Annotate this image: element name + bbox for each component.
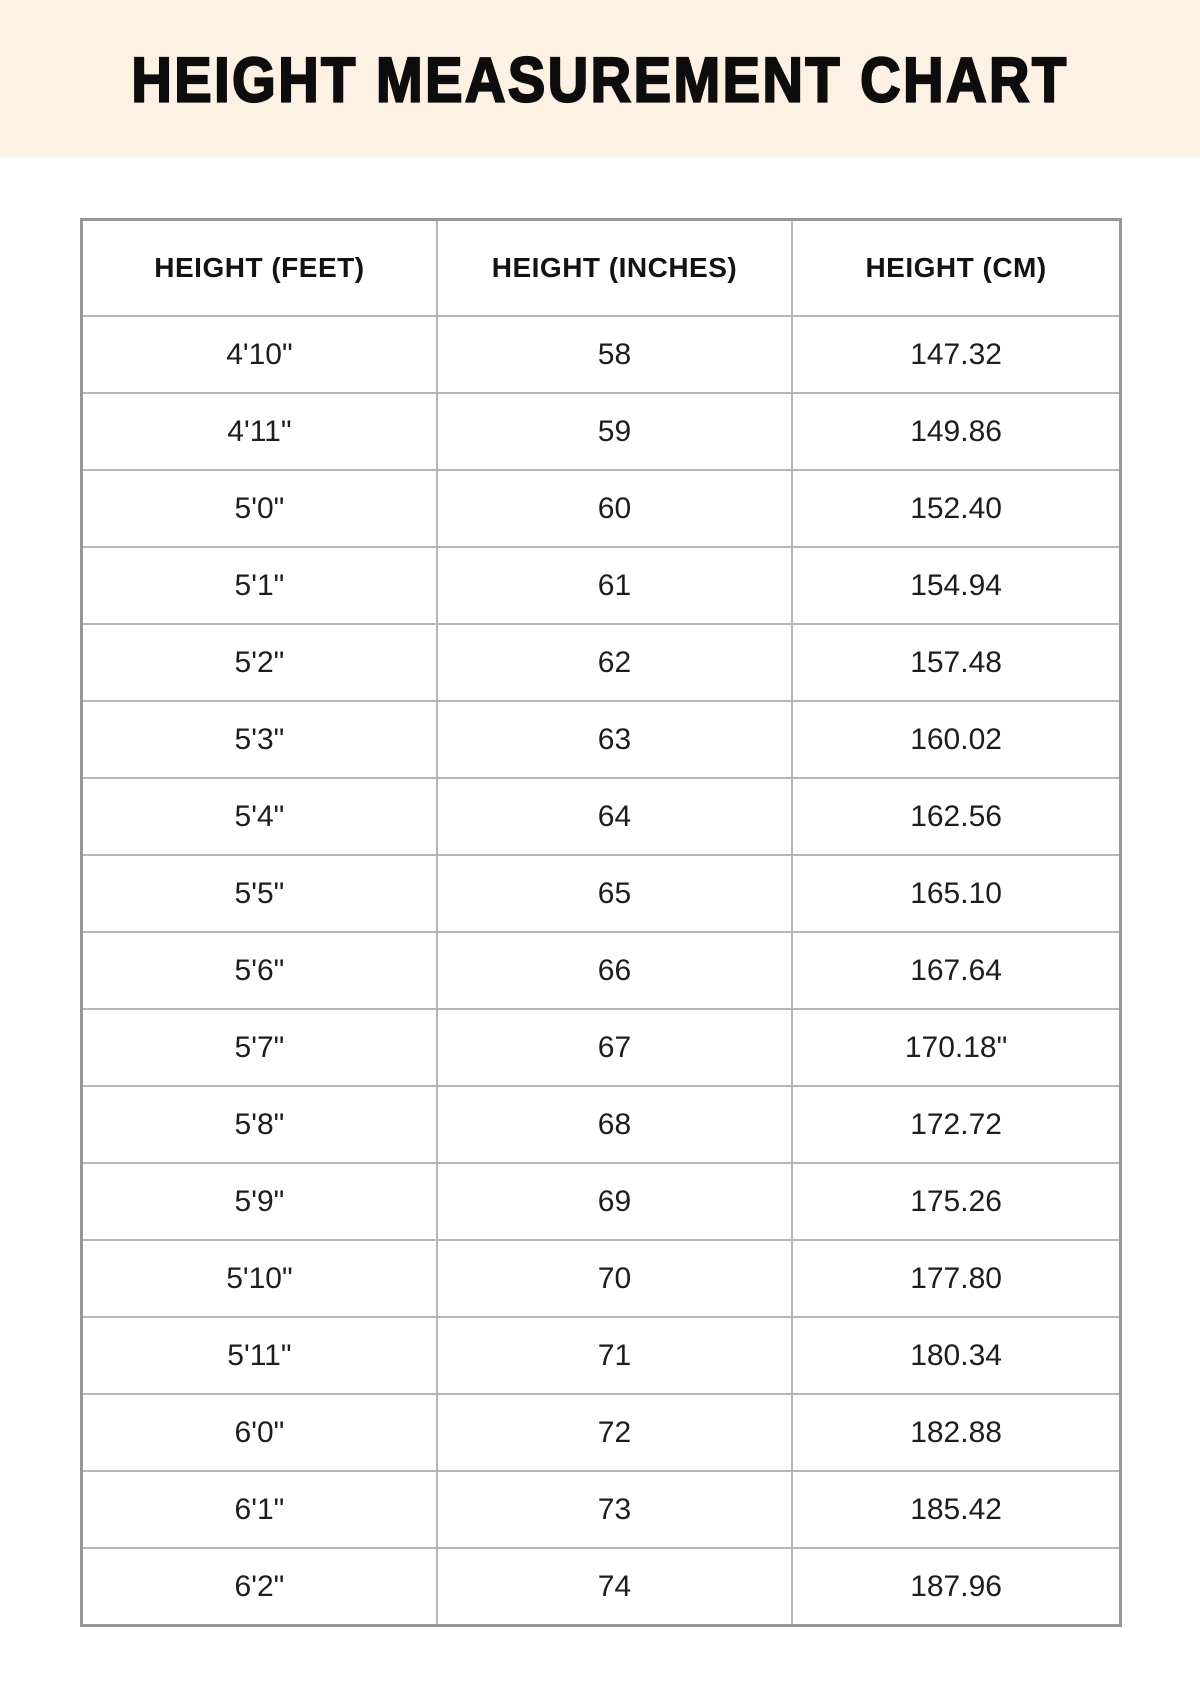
table-row [82, 393, 1121, 470]
cell-inches: 62 [437, 624, 792, 701]
table-row [82, 701, 1121, 778]
table-row [82, 932, 1121, 1009]
table-header-row [82, 220, 1121, 317]
cell-cm: 154.94 [792, 547, 1120, 624]
table-row [82, 1163, 1121, 1240]
cell-inches: 60 [437, 470, 792, 547]
table-row [82, 1548, 1121, 1626]
cell-inches: 73 [437, 1471, 792, 1548]
cell-feet: 5'5" [82, 855, 437, 932]
cell-inches: 72 [437, 1394, 792, 1471]
cell-feet: 5'10" [82, 1240, 437, 1317]
cell-cm: 162.56 [792, 778, 1120, 855]
cell-feet: 5'0" [82, 470, 437, 547]
cell-inches: 59 [437, 393, 792, 470]
table-row [82, 547, 1121, 624]
table-row [82, 1394, 1121, 1471]
table-row [82, 1317, 1121, 1394]
cell-inches: 61 [437, 547, 792, 624]
cell-feet: 6'0" [82, 1394, 437, 1471]
cell-inches: 68 [437, 1086, 792, 1163]
cell-cm: 160.02 [792, 701, 1120, 778]
cell-cm: 165.10 [792, 855, 1120, 932]
height-conversion-table [80, 218, 1122, 1627]
cell-cm: 167.64 [792, 932, 1120, 1009]
cell-feet: 5'4" [82, 778, 437, 855]
cell-cm: 182.88 [792, 1394, 1120, 1471]
table-row [82, 470, 1121, 547]
table-row [82, 1240, 1121, 1317]
table-header [82, 220, 1121, 317]
cell-cm: 175.26 [792, 1163, 1120, 1240]
cell-inches: 64 [437, 778, 792, 855]
cell-feet: 6'2" [82, 1548, 437, 1626]
cell-inches: 66 [437, 932, 792, 1009]
cell-feet: 4'11" [82, 393, 437, 470]
cell-cm: 147.32 [792, 316, 1120, 393]
cell-feet: 6'1" [82, 1471, 437, 1548]
cell-feet: 5'8" [82, 1086, 437, 1163]
cell-feet: 5'3" [82, 701, 437, 778]
cell-feet: 5'7" [82, 1009, 437, 1086]
table-row [82, 316, 1121, 393]
cell-cm: 172.72 [792, 1086, 1120, 1163]
cell-cm: 180.34 [792, 1317, 1120, 1394]
cell-inches: 74 [437, 1548, 792, 1626]
cell-inches: 65 [437, 855, 792, 932]
cell-cm: 157.48 [792, 624, 1120, 701]
cell-feet: 5'1" [82, 547, 437, 624]
cell-cm: 177.80 [792, 1240, 1120, 1317]
cell-cm: 149.86 [792, 393, 1120, 470]
column-header-feet: HEIGHT (FEET) [82, 220, 437, 317]
column-header-inches: HEIGHT (INCHES) [437, 220, 792, 317]
column-header-cm: HEIGHT (CM) [792, 220, 1120, 317]
title-banner [0, 0, 1200, 158]
table-row [82, 1009, 1121, 1086]
table-row [82, 1086, 1121, 1163]
cell-feet: 4'10" [82, 316, 437, 393]
cell-inches: 63 [437, 701, 792, 778]
cell-inches: 58 [437, 316, 792, 393]
table-row [82, 624, 1121, 701]
cell-inches: 70 [437, 1240, 792, 1317]
table-row [82, 778, 1121, 855]
cell-cm: 185.42 [792, 1471, 1120, 1548]
height-table-container [80, 218, 1200, 1627]
table-row [82, 1471, 1121, 1548]
page-title: HEIGHT MEASUREMENT CHART [131, 43, 1069, 115]
cell-feet: 5'2" [82, 624, 437, 701]
table-row [82, 855, 1121, 932]
cell-cm: 152.40 [792, 470, 1120, 547]
table-body [82, 316, 1121, 1626]
cell-inches: 71 [437, 1317, 792, 1394]
cell-cm: 170.18" [792, 1009, 1120, 1086]
cell-feet: 5'6" [82, 932, 437, 1009]
cell-feet: 5'9" [82, 1163, 437, 1240]
cell-inches: 69 [437, 1163, 792, 1240]
cell-cm: 187.96 [792, 1548, 1120, 1626]
cell-feet: 5'11" [82, 1317, 437, 1394]
cell-inches: 67 [437, 1009, 792, 1086]
